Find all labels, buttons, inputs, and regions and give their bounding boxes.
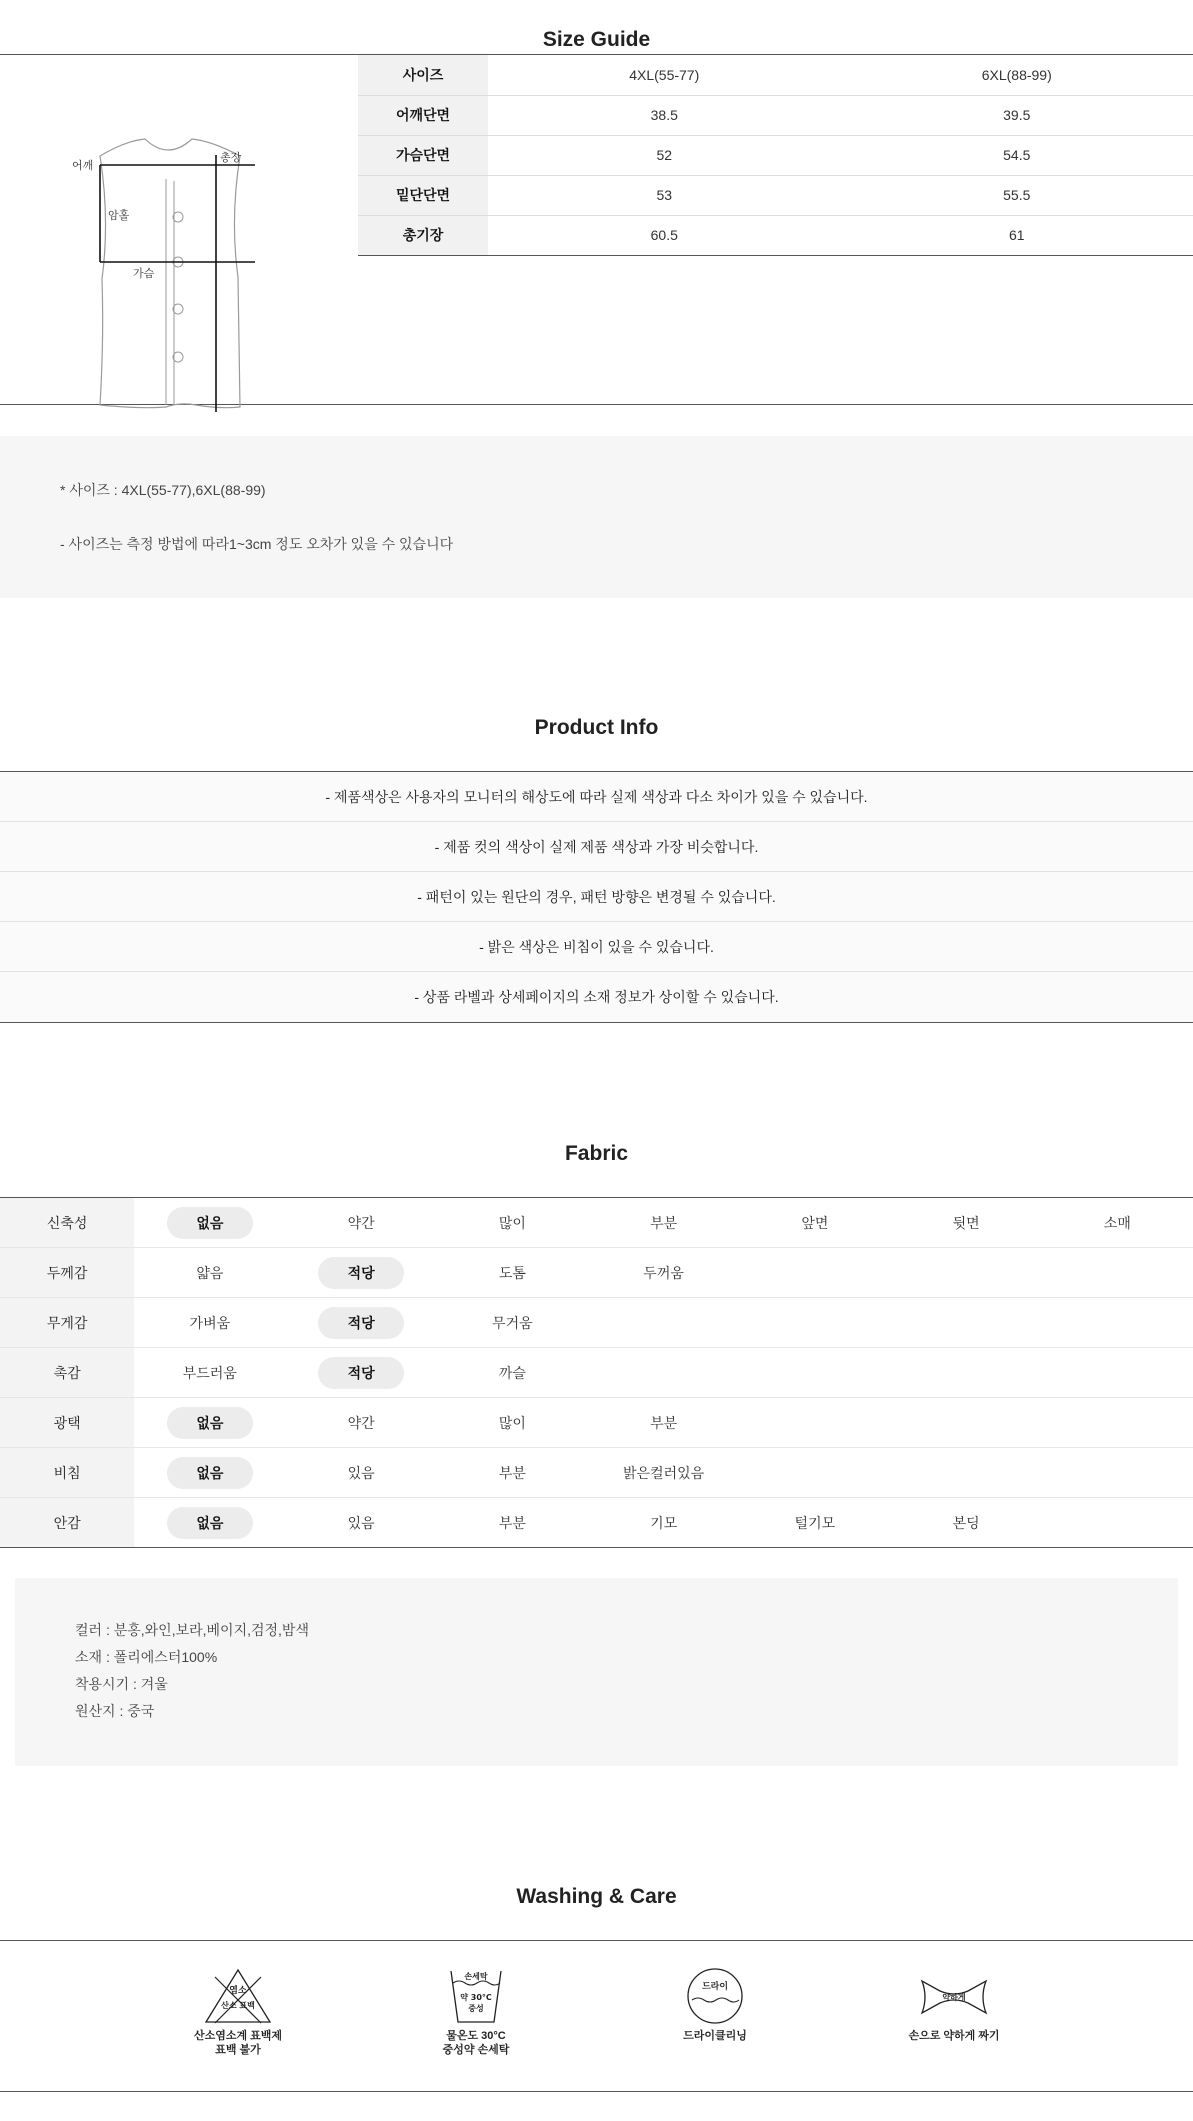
fabric-detail-line: 컬러 : 분홍,와인,보라,베이지,검정,밤색 bbox=[75, 1622, 309, 1638]
fabric-option: 있음 bbox=[347, 1464, 375, 1481]
fabric-detail-line: 소재 : 폴리에스터100% bbox=[75, 1649, 218, 1665]
fabric-option: 부분 bbox=[498, 1514, 526, 1531]
size-row-label: 밑단단면 bbox=[358, 175, 488, 215]
fabric-option-cell bbox=[588, 1498, 739, 1548]
fabric-row bbox=[0, 1498, 1193, 1548]
table-row bbox=[358, 215, 1193, 255]
fabric-option-cell bbox=[285, 1348, 436, 1398]
size-row-label: 가슴단면 bbox=[358, 135, 488, 175]
table-row bbox=[358, 175, 1193, 215]
hand-wash-symbol-text: 약 30°C bbox=[460, 1993, 492, 2002]
fabric-option: 가벼움 bbox=[189, 1314, 231, 1331]
fabric-option: 부분 bbox=[650, 1214, 678, 1231]
fabric-option-cell bbox=[437, 1348, 588, 1398]
size-cell: 39.5 bbox=[841, 95, 1193, 135]
list-item: - 밝은 색상은 비침이 있을 수 있습니다. bbox=[0, 922, 1193, 972]
fabric-option-cell bbox=[588, 1398, 739, 1448]
fabric-option-cell bbox=[1042, 1448, 1193, 1498]
fabric-row-label: 촉감 bbox=[0, 1348, 134, 1398]
fabric-option-cell bbox=[739, 1248, 890, 1298]
wash-label: 물온도 30°C bbox=[446, 2030, 506, 2042]
product-info-list bbox=[0, 771, 1193, 1023]
fabric-option-cell bbox=[890, 1398, 1041, 1448]
fabric-option: 뒷면 bbox=[952, 1214, 980, 1231]
fabric-option-cell bbox=[134, 1298, 285, 1348]
fabric-option-cell bbox=[588, 1348, 739, 1398]
fabric-option: 소매 bbox=[1103, 1214, 1131, 1231]
vest-size-diagram bbox=[70, 99, 270, 419]
fabric-option-cell bbox=[134, 1248, 285, 1298]
dry-clean-symbol-text: 드라이 bbox=[701, 1982, 729, 1992]
fabric-option-selected: 없음 bbox=[167, 1457, 253, 1489]
fabric-option-cell bbox=[1042, 1198, 1193, 1248]
diagram-label-length: 총장 bbox=[220, 151, 242, 164]
diagram-label-armhole: 암홀 bbox=[108, 209, 130, 222]
fabric-option-cell bbox=[437, 1448, 588, 1498]
fabric-option-cell bbox=[134, 1398, 285, 1448]
fabric-option-selected: 없음 bbox=[167, 1507, 253, 1539]
fabric-option-cell bbox=[437, 1498, 588, 1548]
fabric-option-cell bbox=[890, 1498, 1041, 1548]
list-item: - 제품색상은 사용자의 모니터의 해상도에 따라 실제 색상과 다소 차이가 있을 수 있습니다. bbox=[0, 772, 1193, 822]
fabric-option: 얇음 bbox=[196, 1264, 224, 1281]
fabric-option: 무거움 bbox=[492, 1314, 533, 1331]
size-cell: 54.5 bbox=[841, 135, 1193, 175]
size-row-label: 사이즈 bbox=[358, 55, 488, 95]
fabric-option: 도톰 bbox=[498, 1264, 526, 1281]
size-cell: 60.5 bbox=[488, 215, 841, 255]
wash-item-hand-wash bbox=[401, 1967, 551, 2057]
fabric-row-label: 무게감 bbox=[0, 1298, 134, 1348]
wash-label: 산소염소계 표백제 bbox=[193, 2030, 283, 2042]
no-bleach-symbol-text: 염소 bbox=[229, 1986, 247, 1996]
fabric-option: 부드러움 bbox=[182, 1364, 237, 1381]
fabric-option-cell bbox=[739, 1198, 890, 1248]
diagram-label-chest: 가슴 bbox=[133, 267, 155, 280]
dry-clean-icon bbox=[685, 1967, 745, 2025]
fabric-option: 까슬 bbox=[498, 1364, 526, 1381]
fabric-option-selected: 없음 bbox=[167, 1407, 253, 1439]
fabric-table bbox=[0, 1197, 1193, 1548]
fabric-row-label: 안감 bbox=[0, 1498, 134, 1548]
size-note-box bbox=[0, 436, 1193, 598]
fabric-option-cell bbox=[1042, 1348, 1193, 1398]
fabric-option-cell bbox=[134, 1498, 285, 1548]
fabric-option-cell bbox=[1042, 1298, 1193, 1348]
fabric-row-label: 광택 bbox=[0, 1398, 134, 1448]
size-row-label: 어깨단면 bbox=[358, 95, 488, 135]
size-cell: 61 bbox=[841, 215, 1193, 255]
fabric-row bbox=[0, 1298, 1193, 1348]
fabric-option-cell bbox=[890, 1198, 1041, 1248]
size-guide-section bbox=[0, 54, 1193, 405]
table-row bbox=[358, 55, 1193, 95]
fabric-option: 본딩 bbox=[952, 1514, 980, 1531]
fabric-option-cell bbox=[285, 1448, 436, 1498]
wash-label: 표백 불가 bbox=[215, 2044, 261, 2056]
fabric-option-selected: 적당 bbox=[318, 1307, 404, 1339]
gentle-wring-symbol-text: 약하게 bbox=[942, 1993, 966, 2002]
fabric-option: 약간 bbox=[347, 1214, 375, 1231]
fabric-row-label: 비침 bbox=[0, 1448, 134, 1498]
fabric-option-cell bbox=[588, 1198, 739, 1248]
size-cell: 6XL(88-99) bbox=[841, 55, 1193, 95]
fabric-option: 약간 bbox=[347, 1414, 375, 1431]
fabric-option-selected: 적당 bbox=[318, 1357, 404, 1389]
fabric-option-cell bbox=[890, 1448, 1041, 1498]
fabric-option-cell bbox=[739, 1298, 890, 1348]
fabric-row-label: 두께감 bbox=[0, 1248, 134, 1298]
list-item: - 상품 라벨과 상세페이지의 소재 정보가 상이할 수 있습니다. bbox=[0, 972, 1193, 1022]
size-table bbox=[358, 55, 1193, 256]
fabric-option: 있음 bbox=[347, 1514, 375, 1531]
gentle-wring-icon bbox=[918, 1967, 990, 2025]
hand-wash-symbol-text: 손세탁 bbox=[464, 1972, 488, 1981]
fabric-option-cell bbox=[739, 1348, 890, 1398]
fabric-option: 털기모 bbox=[794, 1514, 836, 1531]
fabric-option-cell bbox=[285, 1498, 436, 1548]
no-bleach-icon bbox=[203, 1967, 273, 2025]
table-row bbox=[358, 135, 1193, 175]
fabric-option-cell bbox=[134, 1448, 285, 1498]
fabric-option-cell bbox=[285, 1298, 436, 1348]
size-cell: 4XL(55-77) bbox=[488, 55, 841, 95]
size-cell: 53 bbox=[488, 175, 841, 215]
hand-wash-symbol-text: 중성 bbox=[468, 2004, 484, 2013]
wash-item-gentle-wring bbox=[879, 1967, 1029, 2043]
fabric-option: 밝은컬러있음 bbox=[623, 1464, 705, 1481]
table-row bbox=[358, 95, 1193, 135]
fabric-option-cell bbox=[739, 1398, 890, 1448]
no-bleach-symbol-text: 산소 표백 bbox=[221, 2001, 255, 2010]
wash-item-no-bleach bbox=[163, 1967, 313, 2057]
fabric-option: 부분 bbox=[498, 1464, 526, 1481]
fabric-option-cell bbox=[437, 1298, 588, 1348]
fabric-option-cell bbox=[588, 1448, 739, 1498]
fabric-option-cell bbox=[437, 1248, 588, 1298]
fabric-option: 부분 bbox=[650, 1414, 678, 1431]
size-row-label: 총기장 bbox=[358, 215, 488, 255]
fabric-detail-line: 원산지 : 중국 bbox=[75, 1703, 155, 1719]
fabric-option: 앞면 bbox=[801, 1214, 829, 1231]
fabric-option-cell bbox=[285, 1248, 436, 1298]
fabric-option-cell bbox=[739, 1498, 890, 1548]
wash-label: 드라이클리닝 bbox=[683, 2030, 747, 2042]
size-cell: 55.5 bbox=[841, 175, 1193, 215]
fabric-option: 두꺼움 bbox=[643, 1264, 684, 1281]
fabric-option-cell bbox=[1042, 1498, 1193, 1548]
fabric-option-cell bbox=[134, 1348, 285, 1398]
washing-care-title: Washing & Care bbox=[516, 1885, 677, 1908]
fabric-option-cell bbox=[1042, 1248, 1193, 1298]
fabric-option-cell bbox=[890, 1248, 1041, 1298]
fabric-row-label: 신축성 bbox=[0, 1198, 134, 1248]
fabric-title: Fabric bbox=[564, 1142, 629, 1165]
fabric-detail-line: 착용시기 : 겨울 bbox=[75, 1676, 168, 1692]
fabric-option-cell bbox=[890, 1348, 1041, 1398]
fabric-option-cell bbox=[134, 1198, 285, 1248]
wash-label: 중성약 손세탁 bbox=[442, 2044, 510, 2056]
size-note-line: * 사이즈 : 4XL(55-77),6XL(88-99) bbox=[60, 482, 266, 498]
fabric-option-cell bbox=[1042, 1398, 1193, 1448]
fabric-detail-box bbox=[15, 1578, 1178, 1766]
fabric-option: 많이 bbox=[498, 1214, 526, 1231]
washing-care-section bbox=[0, 1940, 1193, 2092]
hand-wash-icon bbox=[446, 1967, 506, 2025]
fabric-option-cell bbox=[285, 1198, 436, 1248]
size-cell: 52 bbox=[488, 135, 841, 175]
fabric-row bbox=[0, 1348, 1193, 1398]
fabric-row bbox=[0, 1198, 1193, 1248]
fabric-option-cell bbox=[437, 1198, 588, 1248]
fabric-option-cell bbox=[588, 1298, 739, 1348]
size-note-line: - 사이즈는 측정 방법에 따라1~3cm 정도 오차가 있을 수 있습니다 bbox=[60, 536, 454, 552]
size-cell: 38.5 bbox=[488, 95, 841, 135]
fabric-option-selected: 없음 bbox=[167, 1207, 253, 1239]
fabric-option-selected: 적당 bbox=[318, 1257, 404, 1289]
list-item: - 패턴이 있는 원단의 경우, 패턴 방향은 변경될 수 있습니다. bbox=[0, 872, 1193, 922]
fabric-option-cell bbox=[739, 1448, 890, 1498]
fabric-option-cell bbox=[588, 1248, 739, 1298]
fabric-option-cell bbox=[437, 1398, 588, 1448]
fabric-option: 기모 bbox=[650, 1514, 678, 1531]
fabric-row bbox=[0, 1448, 1193, 1498]
diagram-label-shoulder: 어깨 bbox=[72, 159, 94, 172]
wash-item-dry-clean bbox=[640, 1967, 790, 2043]
fabric-row bbox=[0, 1398, 1193, 1448]
wash-label: 손으로 약하게 짜기 bbox=[908, 2030, 1000, 2042]
size-guide-title: Size Guide bbox=[542, 28, 651, 51]
fabric-option-cell bbox=[285, 1398, 436, 1448]
product-info-title: Product Info bbox=[534, 716, 659, 739]
list-item: - 제품 컷의 색상이 실제 제품 색상과 가장 비슷합니다. bbox=[0, 822, 1193, 872]
fabric-option-cell bbox=[890, 1298, 1041, 1348]
fabric-option: 많이 bbox=[498, 1414, 526, 1431]
fabric-row bbox=[0, 1248, 1193, 1298]
